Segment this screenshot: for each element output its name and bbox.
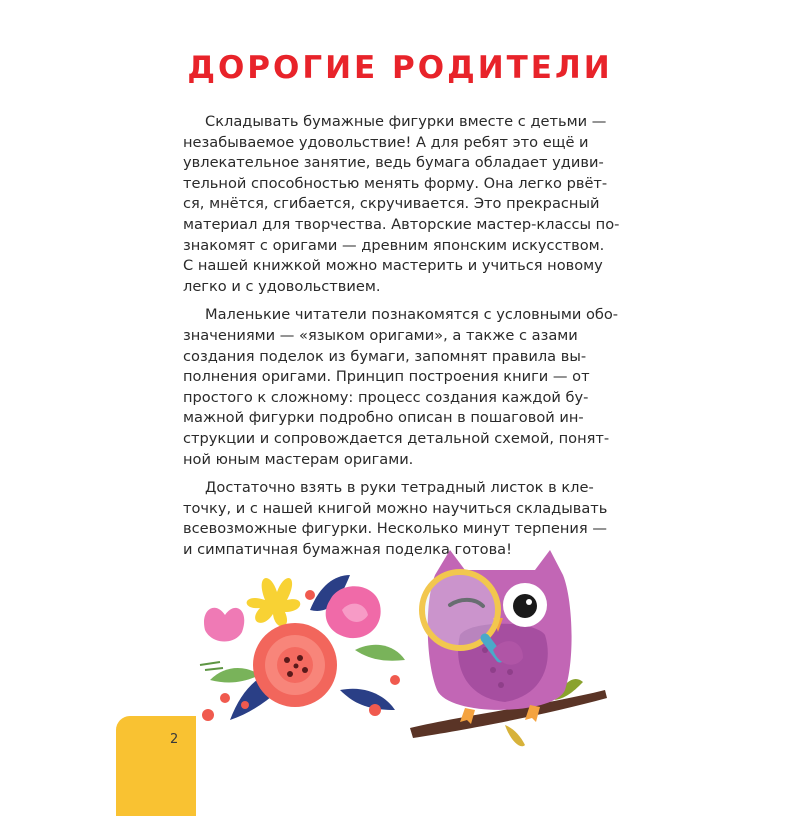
text-line: легко и с удовольствием. (183, 277, 381, 295)
text-line: Достаточно взять в руки тетрадный листок в кле- (205, 479, 594, 497)
text-line: увлекательное занятие, ведь бумага обладает удиви- (183, 154, 604, 172)
text-line: Складывать бумажные фигурки вместе с детьми — (205, 113, 607, 130)
text-line: струкции и сопровождается детальной схемой, понят- (183, 429, 610, 447)
text-line: ся, мнётся, сгибается, скручивается. Это прекрасный (183, 195, 600, 213)
text-line: точку, и с нашей книгой можно научиться складывать (183, 499, 608, 517)
text-line: С нашей книжкой можно мастерить и учиться новому (183, 257, 603, 275)
paragraph-2 (183, 305, 617, 470)
page-number: 2 (170, 732, 179, 747)
text-line: Маленькие читатели познакомятся с условными обо- (205, 306, 619, 324)
text-line: полнения оригами. Принцип построения книги — от (183, 368, 590, 386)
flower-bouquet-illustration (190, 570, 420, 740)
body-text (183, 112, 620, 568)
text-line: всевозможные фигурки. Несколько минут терпения — (183, 520, 607, 538)
text-line: создания поделок из бумаги, запомнят правила вы- (183, 347, 587, 365)
page-number-tab (116, 716, 196, 816)
text-line: значениями — «языком оригами», а также с азами (183, 326, 578, 344)
text-line: мажной фигурки подробно описан в пошаговой ин- (183, 409, 584, 427)
page-title: ДОРОГИЕ РОДИТЕЛИ (187, 50, 613, 86)
text-line: тельной способностью менять форму. Она легко рвёт- (183, 174, 608, 192)
text-line: знакомят с оригами — древним японским искусством. (183, 236, 605, 254)
text-line: и симпатичная бумажная поделка готова! (183, 540, 512, 558)
text-line: простого к сложному: процесс создания каждой бу- (183, 388, 589, 406)
text-line: материал для творчества. Авторские мастер-классы по- (183, 215, 620, 233)
owl-with-magnifier-illustration (405, 540, 615, 755)
text-line: ной юным мастерам оригами. (183, 450, 414, 468)
text-line: незабываемое удовольствие! А для ребят это ещё и (183, 133, 589, 151)
paragraph-1 (183, 112, 620, 297)
